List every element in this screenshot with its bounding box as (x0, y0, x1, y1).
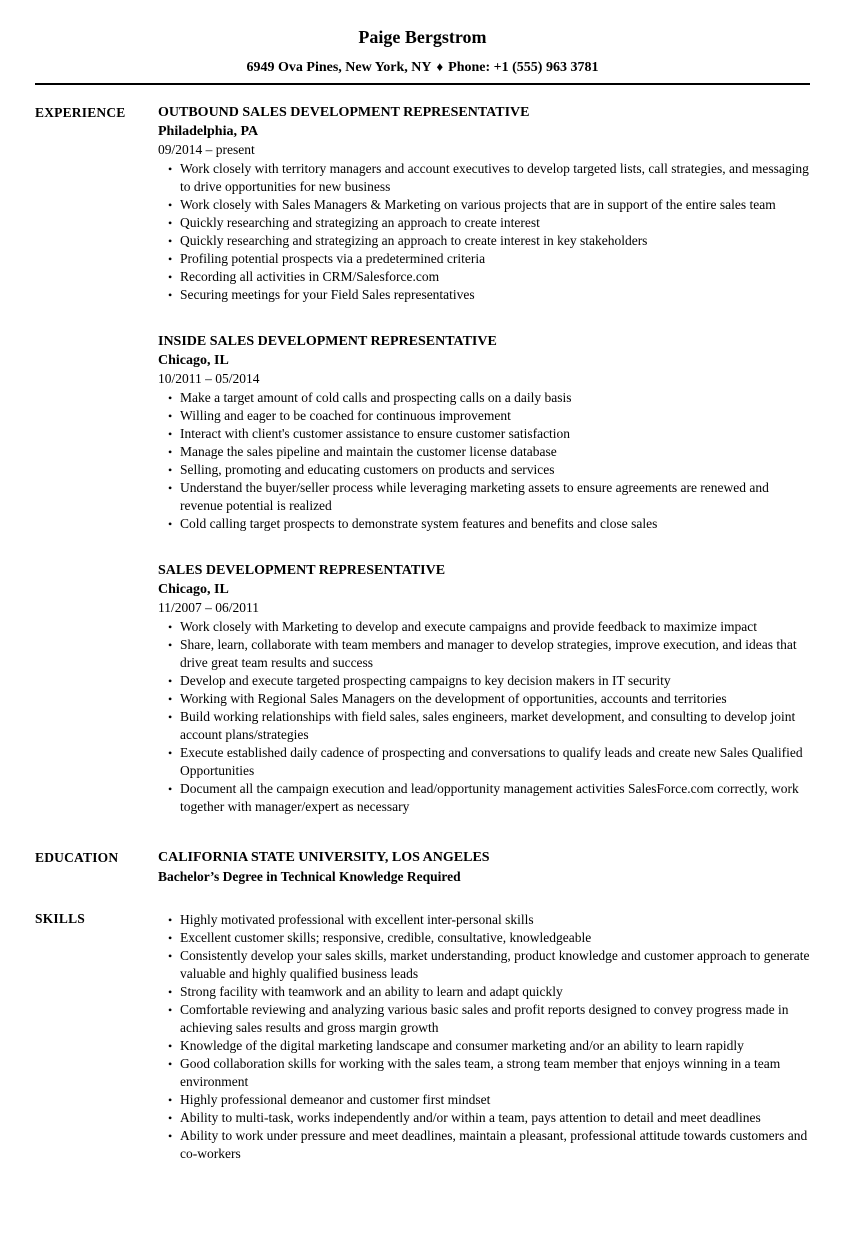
skills-list (158, 911, 810, 1163)
job-location: Philadelphia, PA (158, 124, 259, 139)
bullet-item: • Develop and execute targeted prospecting campaigns to key decision makers in IT security (158, 672, 810, 690)
bullet-item: • Make a target amount of cold calls and prospecting calls on a daily basis (158, 389, 810, 407)
skill-item: • Highly professional demeanor and customer first mindset (158, 1091, 810, 1109)
bullet-item: • Work closely with Marketing to develop and execute campaigns and provide feedback to maximize impact (158, 618, 810, 636)
bullet-item: • Work closely with territory managers and account executives to develop targeted lists, call strategies, and messaging to drive opportunities for new business (158, 160, 810, 196)
job-entry (158, 561, 810, 816)
bullet-item: • Build working relationships with field sales, sales engineers, market development, and consulting to develop joint account plans/strategies (158, 708, 810, 744)
job-dates: 10/2011 – 05/2014 (158, 371, 260, 386)
experience-content (158, 103, 810, 816)
resume-header (35, 27, 810, 85)
section-label-skills: SKILLS (35, 911, 85, 926)
bullet-item: • Work closely with Sales Managers & Marketing on various projects that are in support of the entire sales team (158, 196, 810, 214)
contact-address: 6949 Ova Pines, New York, NY (246, 60, 432, 75)
header-divider (35, 83, 810, 85)
job-dates: 09/2014 – present (158, 142, 255, 157)
bullet-item: • Recording all activities in CRM/Salesforce.com (158, 268, 810, 286)
skill-item: • Strong facility with teamwork and an ability to learn and adapt quickly (158, 983, 810, 1001)
skills-content (158, 909, 810, 1163)
skill-item: • Ability to multi-task, works independently and/or within a team, pays attention to detail and meet deadlines (158, 1109, 810, 1127)
job-title: OUTBOUND SALES DEVELOPMENT REPRESENTATIVE (158, 105, 530, 120)
section-label-education: EDUCATION (35, 850, 119, 865)
bullet-item: • Interact with client's customer assistance to ensure customer satisfaction (158, 425, 810, 443)
bullet-item: • Understand the buyer/seller process while leveraging marketing assets to ensure agreements are renewed and revenue potential is realized (158, 479, 810, 515)
skill-item: • Comfortable reviewing and analyzing various basic sales and profit reports designed to convey progress made in achieving sales results and gross margin growth (158, 1001, 810, 1037)
job-location: Chicago, IL (158, 353, 229, 368)
job-title: SALES DEVELOPMENT REPRESENTATIVE (158, 563, 446, 578)
job-bullets (158, 160, 810, 304)
bullet-item: • Profiling potential prospects via a predetermined criteria (158, 250, 810, 268)
experience-section (35, 103, 810, 816)
education-school: CALIFORNIA STATE UNIVERSITY, LOS ANGELES (158, 850, 490, 865)
job-bullets (158, 389, 810, 533)
contact-line (35, 58, 810, 76)
bullet-item: • Quickly researching and strategizing an approach to create interest in key stakeholders (158, 232, 810, 250)
bullet-item: • Working with Regional Sales Managers on the development of opportunities, accounts and territories (158, 690, 810, 708)
bullet-item: • Quickly researching and strategizing an approach to create interest (158, 214, 810, 232)
bullet-item: • Share, learn, collaborate with team members and manager to develop strategies, improve execution, and ideas that drive great team results and success (158, 636, 810, 672)
education-degree: Bachelor’s Degree in Technical Knowledge Required (158, 869, 461, 884)
bullet-item: • Securing meetings for your Field Sales representatives (158, 286, 810, 304)
bullet-item: • Document all the campaign execution and lead/opportunity management activities SalesForce.com correctly, work together with manager/expert as necessary (158, 780, 810, 816)
education-content (158, 848, 810, 887)
skills-section (35, 909, 810, 1163)
job-bullets (158, 618, 810, 816)
skill-item: • Consistently develop your sales skills, market understanding, product knowledge and customer approach to generate valuable and highly qualified business leads (158, 947, 810, 983)
skill-item: • Excellent customer skills; responsive, credible, consultative, knowledgeable (158, 929, 810, 947)
contact-phone: Phone: +1 (555) 963 3781 (448, 60, 599, 75)
bullet-item: • Cold calling target prospects to demonstrate system features and benefits and close sales (158, 515, 810, 533)
resume-name: Paige Bergstrom (358, 27, 487, 47)
bullet-item: • Execute established daily cadence of prospecting and conversations to qualify leads and create new Sales Qualified Opportunities (158, 744, 810, 780)
bullet-item: • Willing and eager to be coached for continuous improvement (158, 407, 810, 425)
job-location: Chicago, IL (158, 582, 229, 597)
job-dates: 11/2007 – 06/2011 (158, 600, 259, 615)
bullet-item: • Selling, promoting and educating customers on products and services (158, 461, 810, 479)
bullet-item: • Manage the sales pipeline and maintain the customer license database (158, 443, 810, 461)
diamond-separator-icon: ♦ (436, 59, 444, 74)
section-label-experience: EXPERIENCE (35, 105, 126, 120)
job-entry (158, 332, 810, 533)
job-entry (158, 103, 810, 304)
skill-item: • Knowledge of the digital marketing landscape and consumer marketing and/or an ability to learn rapidly (158, 1037, 810, 1055)
skill-item: • Ability to work under pressure and meet deadlines, maintain a pleasant, professional attitude towards customers and co-workers (158, 1127, 810, 1163)
education-section (35, 848, 810, 887)
skill-item: • Highly motivated professional with excellent inter-personal skills (158, 911, 810, 929)
job-title: INSIDE SALES DEVELOPMENT REPRESENTATIVE (158, 334, 497, 349)
skill-item: • Good collaboration skills for working with the sales team, a strong team member that enjoys winning in a team environment (158, 1055, 810, 1091)
resume-body (35, 103, 810, 1163)
